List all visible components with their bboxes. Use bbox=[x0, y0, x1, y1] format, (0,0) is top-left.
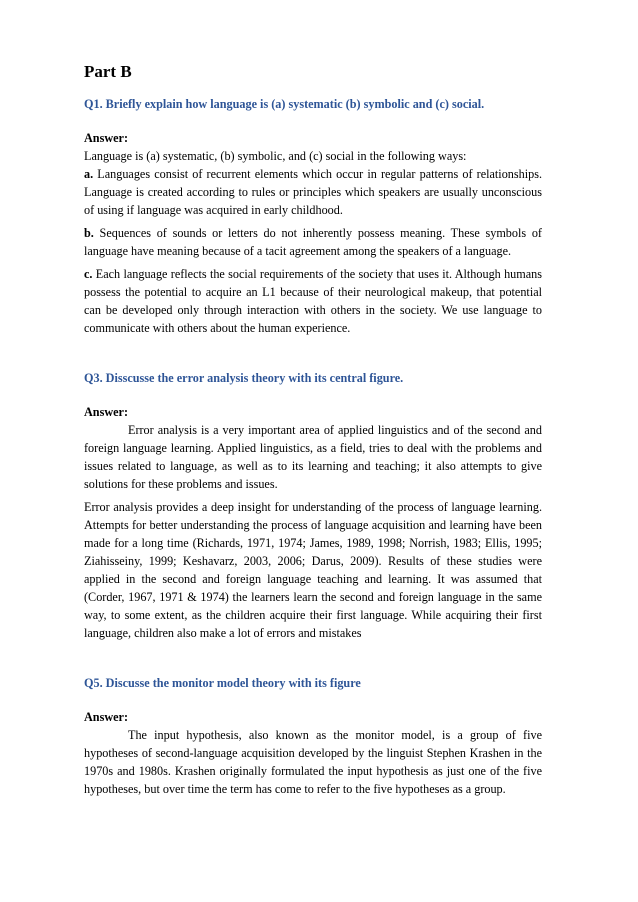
q1-point-a-text: Languages consist of recurrent elements which occur in regular patterns of relationships. Language is created according to rules or principles which speakers are usually unconscious of using if language was acquired in early childhood. bbox=[84, 167, 542, 217]
q1-point-c-text: Each language reflects the social requirements of the society that uses it. Although humans possess the potential to acquire an L1 because of their neurological makeup, that potential can be developed only through interaction with others in the society. We use language to communicate with others about the human experience. bbox=[84, 267, 542, 335]
answer-label-5: Answer: bbox=[84, 710, 129, 724]
q1-intro: Language is (a) systematic, (b) symbolic, and (c) social in the following ways: bbox=[84, 149, 467, 163]
question-3: Q3. Disscusse the error analysis theory with its central figure. bbox=[84, 371, 404, 385]
q1-point-b bbox=[84, 224, 542, 260]
q1-point-a bbox=[84, 165, 542, 219]
spacer bbox=[84, 337, 542, 370]
q1-point-c-label: c. bbox=[84, 267, 93, 281]
answer-label-1: Answer: bbox=[84, 131, 129, 145]
q1-point-b-text: Sequences of sounds or letters do not inherently possess meaning. These symbols of language have meaning because of a tacit agreement among the speakers of a language. bbox=[84, 226, 542, 258]
q3-paragraph-1: Error analysis is a very important area of applied linguistics and of the second and foreign language learning. Applied linguistics, as a field, tries to deal with the problems and issues related to language, as well as to its learning and teaching; it also attempts to give solutions for these problems and issues. bbox=[84, 423, 542, 491]
q3-paragraph-2: Error analysis provides a deep insight for understanding of the process of language learning. Attempts for better understanding the process of language acquisition and learning have been made for a long time (Richards, 1971, 1974; James, 1989, 1998; Norrish, 1983; Ellis, 1995; Ziahisseiny, 1999; Keshavarz, 2003, 2006; Darus, 2009). Results of these studies were applied in the second and foreign language teaching and learning. It was assumed that (Corder, 1967, 1971 & 1974) the learners learn the second and foreign language in the same way, to some extent, as the children acquire their first language. While acquiring their first language, children also make a lot of errors and mistakes bbox=[84, 500, 542, 640]
q1-point-b-label: b. bbox=[84, 226, 94, 240]
q1-point-a-label: a. bbox=[84, 167, 94, 181]
question-1: Q1. Briefly explain how language is (a) systematic (b) symbolic and (c) social. bbox=[84, 97, 485, 111]
spacer bbox=[84, 386, 542, 404]
q1-point-c bbox=[84, 265, 542, 337]
part-title: Part B bbox=[84, 62, 132, 81]
spacer bbox=[84, 691, 542, 709]
spacer bbox=[84, 642, 542, 675]
document-page bbox=[84, 62, 542, 798]
spacer bbox=[84, 112, 542, 130]
answer-label-3: Answer: bbox=[84, 405, 129, 419]
q5-paragraph-1: The input hypothesis, also known as the monitor model, is a group of five hypotheses of second-language acquisition developed by the linguist Stephen Krashen in the 1970s and 1980s. Krashen originally formulated the input hypothesis as just one of the five hypotheses, but over time the term has come to refer to the five hypotheses as a group. bbox=[84, 728, 542, 796]
question-5: Q5. Discusse the monitor model theory with its figure bbox=[84, 676, 361, 690]
